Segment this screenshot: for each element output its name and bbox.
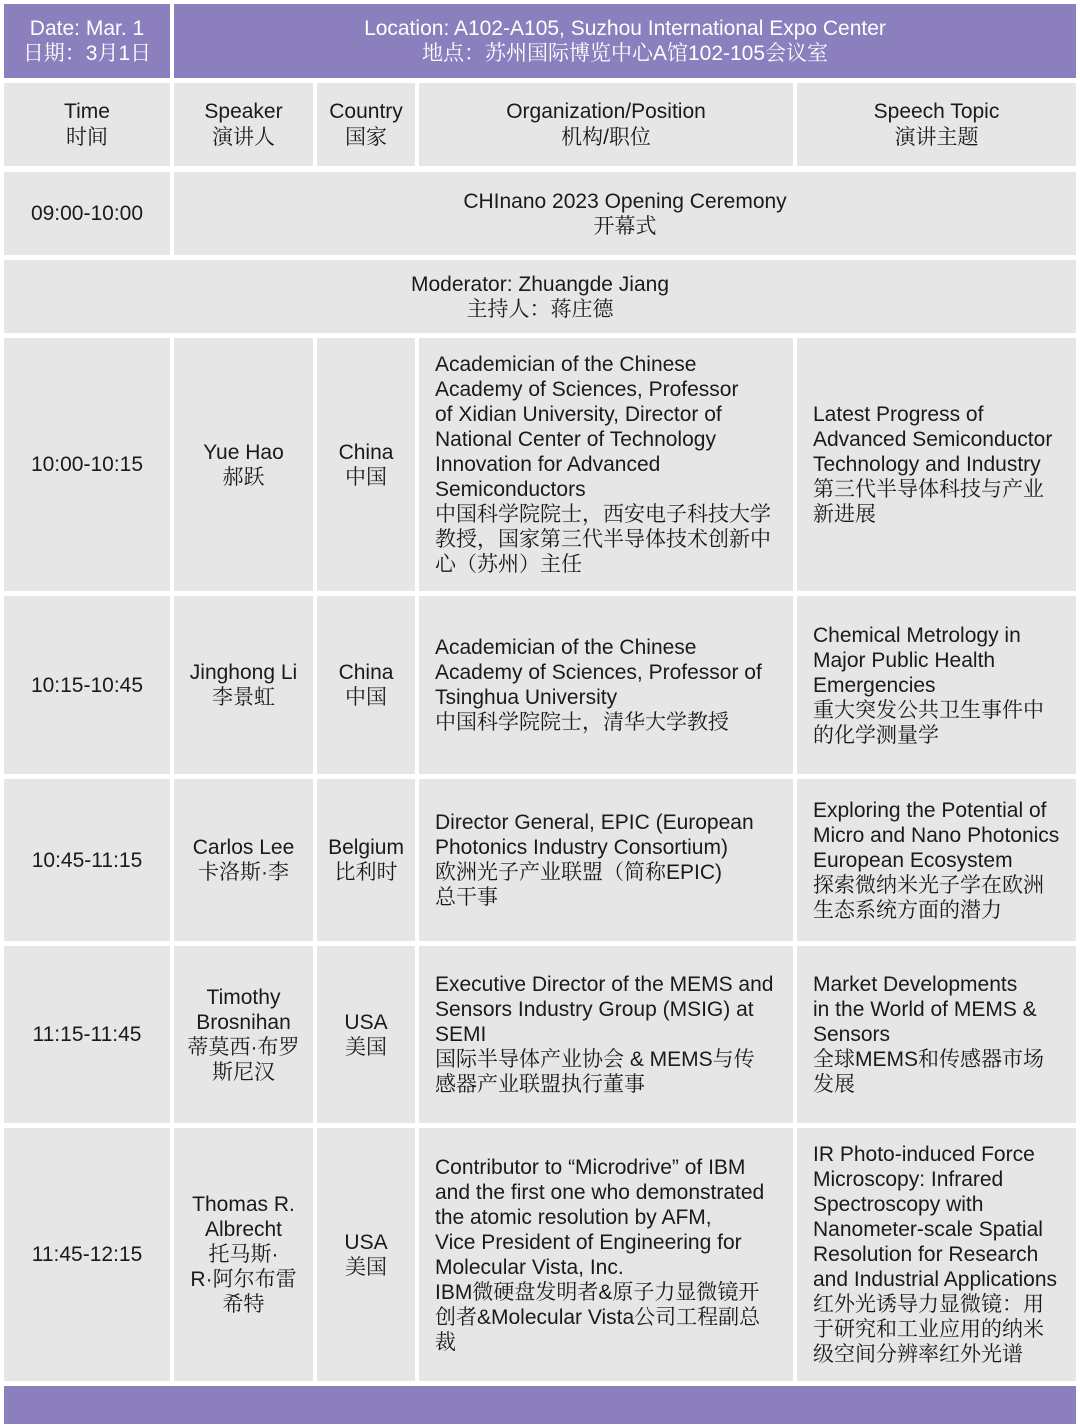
session-topic-line: Micro and Nano Photonics — [813, 823, 1060, 847]
session-topic-line: Resolution for Research — [813, 1243, 1039, 1266]
session-speaker-line: R·阿尔布雷 — [190, 1268, 297, 1291]
session-topic-line: 新进展 — [813, 503, 876, 526]
session-speaker — [174, 596, 313, 774]
session-organization-line: Innovation for Advanced — [435, 453, 661, 476]
session-time-line: 11:45-12:15 — [31, 1243, 143, 1266]
column-header-time: Time 时间 — [4, 83, 170, 166]
session-topic — [797, 946, 1076, 1123]
session-speaker-line: Timothy — [206, 985, 281, 1009]
session-organization-line: Director General, EPIC (European — [435, 811, 754, 834]
session-organization-line: 总干事 — [435, 886, 498, 909]
session-organization — [419, 1128, 793, 1381]
location-en: Location: A102-A105, Suzhou International Expo Center — [364, 17, 886, 40]
date-zh: 日期：3月1日 — [22, 42, 152, 65]
session-country — [317, 596, 415, 774]
session-speaker-line: 希特 — [222, 1293, 265, 1316]
date-cell — [4, 4, 170, 78]
session-organization-line: Vice President of Engineering for — [435, 1230, 742, 1254]
session-topic-line: Technology and Industry — [813, 453, 1041, 476]
session-speaker — [174, 779, 313, 941]
session-organization-line: Academician of the Chinese — [435, 353, 697, 376]
session-organization-line: 中国科学院院士，西安电子科技大学 — [435, 503, 771, 526]
session-organization-line: Academy of Sciences, Professor of — [435, 661, 762, 684]
column-header-country: Country 国家 — [317, 83, 415, 166]
session-topic-line: Advanced Semiconductor — [813, 428, 1053, 451]
session-topic-line: 第三代半导体科技与产业 — [813, 478, 1044, 501]
session-speaker-line: 卡洛斯·李 — [198, 861, 289, 884]
session-topic-line: Emergencies — [813, 673, 936, 697]
session-speaker — [174, 338, 313, 591]
column-header-organization: Organization/Position 机构/职位 — [419, 83, 793, 166]
session-speaker-line: 斯尼汉 — [212, 1060, 275, 1084]
session-topic-line: Sensors — [813, 1023, 891, 1046]
session-time — [4, 338, 170, 591]
session-organization — [419, 596, 793, 774]
session-country-line: 中国 — [345, 686, 387, 709]
session-topic-line: 生态系统方面的潜力 — [813, 898, 1002, 922]
session-speaker-line: Brosnihan — [196, 1010, 291, 1034]
session-topic-line: Microscopy: Infrared — [813, 1168, 1004, 1191]
session-organization-line: 国际半导体产业协会 & MEMS与传 — [435, 1048, 755, 1071]
session-organization-line: 创者&Molecular Vista公司工程副总 — [435, 1305, 761, 1329]
session-topic — [797, 596, 1076, 774]
session-organization — [419, 779, 793, 941]
location-cell — [174, 4, 1076, 78]
session-topic-line: and Industrial Applications — [813, 1268, 1057, 1291]
session-topic-line: 的化学测量学 — [813, 723, 939, 747]
session-topic-line: 于研究和工业应用的纳米 — [813, 1318, 1044, 1341]
session-speaker-line: Yue Hao — [203, 440, 284, 464]
session-topic-line: in the World of MEMS & — [813, 998, 1037, 1021]
session-topic-line: 红外光诱导力显微镜：用 — [813, 1293, 1044, 1316]
footer-bar — [4, 1386, 1076, 1424]
session-country-line: USA — [344, 1230, 388, 1254]
session-time — [4, 596, 170, 774]
session-organization-line: 心（苏州）主任 — [435, 553, 582, 576]
session-topic-line: Nanometer-scale Spatial — [813, 1218, 1043, 1241]
opening-time: 09:00-10:00 — [4, 172, 170, 255]
session-organization-line: SEMI — [435, 1023, 487, 1046]
session-organization — [419, 946, 793, 1123]
session-organization-line: 欧洲光子产业联盟（简称EPIC) — [435, 861, 723, 884]
session-topic-line: 全球MEMS和传感器市场 — [813, 1048, 1044, 1071]
session-speaker-line: 蒂莫西·布罗 — [187, 1035, 300, 1059]
session-organization-line: Academy of Sciences, Professor — [435, 378, 739, 401]
session-topic-line: Market Developments — [813, 973, 1018, 996]
session-organization-line: 感器产业联盟执行董事 — [435, 1073, 645, 1096]
session-organization-line: and the first one who demonstrated — [435, 1180, 765, 1204]
session-organization-line: of Xidian University, Director of — [435, 403, 722, 426]
session-topic-line: Spectroscopy with — [813, 1193, 984, 1216]
session-topic-line: 发展 — [813, 1073, 855, 1096]
session-time-line: 10:15-10:45 — [30, 673, 144, 697]
opening-title: CHInano 2023 Opening Ceremony 开幕式 — [174, 172, 1076, 255]
session-organization — [419, 338, 793, 591]
column-header-speaker: Speaker 演讲人 — [174, 83, 313, 166]
session-speaker-line: 李景虹 — [212, 686, 275, 709]
session-speaker-line: 托马斯· — [208, 1243, 279, 1266]
session-country-line: China — [338, 440, 394, 464]
session-organization-line: Executive Director of the MEMS and — [435, 973, 774, 996]
session-organization-line: 裁 — [435, 1330, 456, 1354]
session-organization-line: Contributor to “Microdrive” of IBM — [435, 1155, 746, 1179]
session-speaker — [174, 946, 313, 1123]
session-speaker-line: 郝跃 — [222, 465, 265, 489]
moderator-row: Moderator: Zhuangde Jiang 主持人：蒋庄德 — [4, 260, 1076, 333]
session-topic-line: Chemical Metrology in — [813, 623, 1021, 647]
session-time-line: 10:45-11:15 — [31, 848, 143, 872]
session-country-line: China — [338, 661, 394, 684]
session-time-line: 11:15-11:45 — [32, 1023, 142, 1046]
session-topic-line: Latest Progress of — [813, 403, 984, 426]
session-organization-line: the atomic resolution by AFM, — [435, 1205, 712, 1229]
session-topic — [797, 779, 1076, 941]
session-country-line: 比利时 — [334, 861, 398, 884]
session-time — [4, 1128, 170, 1381]
session-organization-line: Semiconductors — [435, 478, 586, 501]
session-organization-line: IBM微硬盘发明者&原子力显微镜开 — [435, 1280, 760, 1304]
session-organization-line: Academician of the Chinese — [435, 636, 697, 659]
location-zh: 地点：苏州国际博览中心A馆102-105会议室 — [421, 42, 829, 65]
session-topic-line: Exploring the Potential of — [813, 798, 1047, 822]
session-topic — [797, 338, 1076, 591]
session-country-line: USA — [344, 1010, 388, 1034]
session-topic-line: 重大突发公共卫生事件中 — [813, 698, 1044, 722]
session-speaker-line: Carlos Lee — [192, 836, 295, 859]
session-country — [317, 338, 415, 591]
session-speaker-line: Jinghong Li — [189, 661, 298, 684]
date-en: Date: Mar. 1 — [29, 17, 145, 40]
session-topic-line: Major Public Health — [813, 648, 996, 672]
session-country — [317, 946, 415, 1123]
session-organization-line: Molecular Vista, Inc. — [435, 1255, 624, 1279]
session-country-line: Belgium — [328, 836, 404, 859]
session-organization-line: 教授，国家第三代半导体技术创新中 — [435, 528, 771, 551]
session-speaker — [174, 1128, 313, 1381]
session-speaker-line: Thomas R. — [192, 1193, 295, 1216]
session-country — [317, 779, 415, 941]
session-organization-line: Sensors Industry Group (MSIG) at — [435, 998, 754, 1021]
session-topic-line: European Ecosystem — [813, 848, 1013, 872]
session-country-line: 美国 — [345, 1255, 387, 1279]
session-organization-line: Tsinghua University — [435, 686, 618, 709]
session-organization-line: 中国科学院院士，清华大学教授 — [435, 711, 729, 734]
session-country — [317, 1128, 415, 1381]
session-country-line: 美国 — [345, 1035, 387, 1059]
session-topic — [797, 1128, 1076, 1381]
session-speaker-line: Albrecht — [204, 1218, 283, 1241]
session-topic-line: 探索微纳米光子学在欧洲 — [813, 873, 1044, 897]
session-time-line: 10:00-10:15 — [30, 453, 144, 476]
column-header-topic: Speech Topic 演讲主题 — [797, 83, 1076, 166]
session-organization-line: National Center of Technology — [435, 428, 716, 451]
session-country-line: 中国 — [345, 465, 387, 489]
session-topic-line: 级空间分辨率红外光谱 — [813, 1343, 1023, 1366]
session-time — [4, 946, 170, 1123]
session-time — [4, 779, 170, 941]
session-topic-line: IR Photo-induced Force — [813, 1143, 1035, 1166]
session-organization-line: Photonics Industry Consortium) — [435, 836, 728, 859]
